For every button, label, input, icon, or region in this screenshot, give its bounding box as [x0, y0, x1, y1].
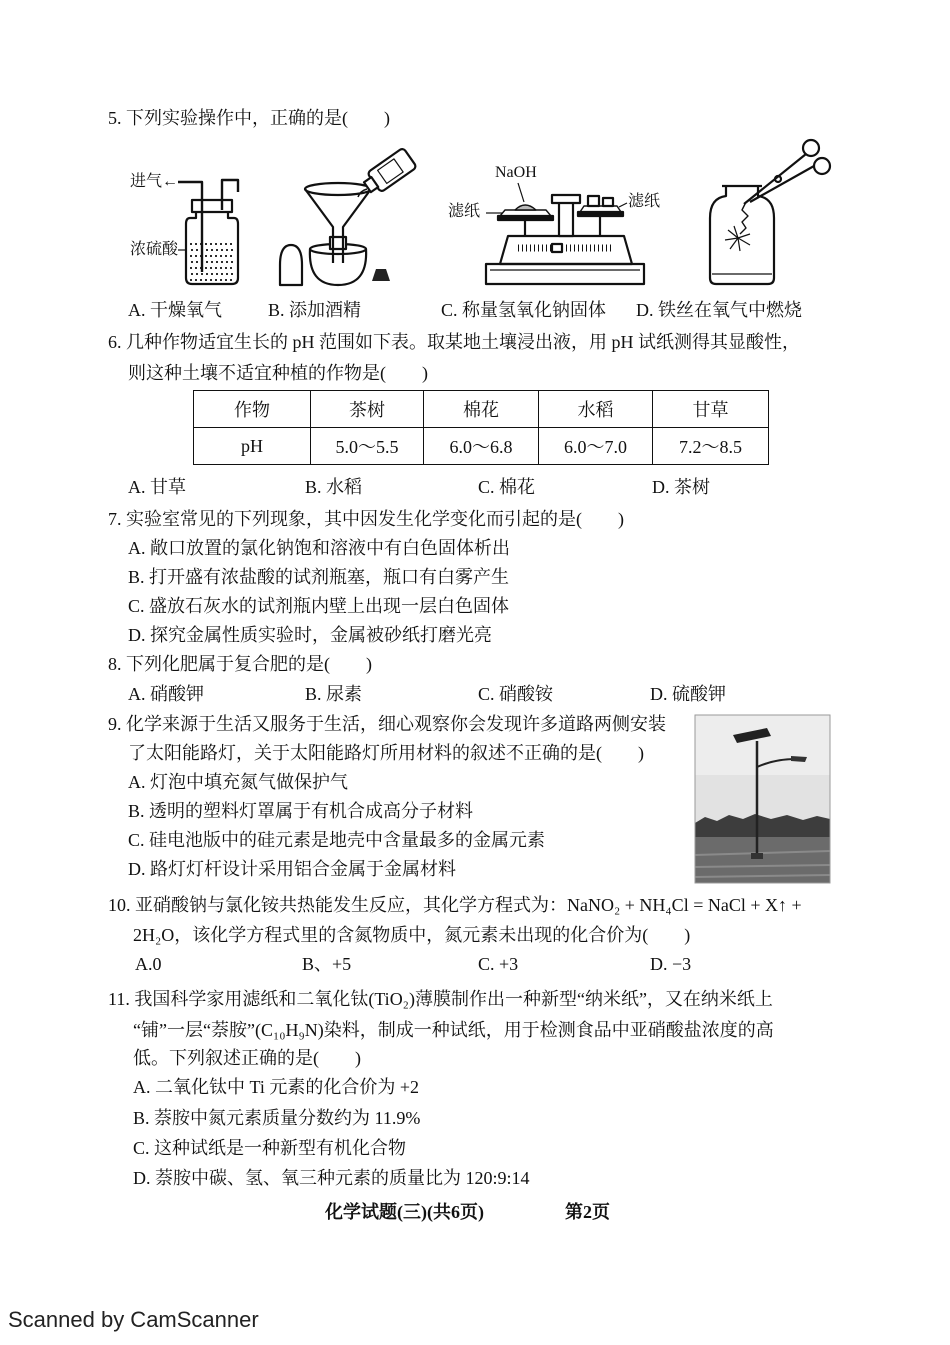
q11-option-d: D. 萘胺中碳、氢、氧三种元素的质量比为 120:9:14 [133, 1168, 530, 1188]
q5-option-d: D. 铁丝在氧气中燃烧 [636, 300, 802, 320]
q8-stem: 8. 下列化肥属于复合肥的是( ) [108, 654, 372, 674]
table-row [194, 428, 769, 465]
reagent-bottle [361, 148, 417, 197]
q11-option-c: C. 这种试纸是一种新型有机化合物 [133, 1138, 407, 1158]
crop-ph-table [193, 390, 769, 465]
pole-base [751, 853, 763, 859]
tongs-handle-ring [803, 140, 819, 156]
q9-stem-line-1: 9. 化学来源于生活又服务于生活，细心观察你会发现许多道路两侧安装 [108, 714, 666, 734]
rider [552, 244, 562, 252]
q5-option-c: C. 称量氢氧化钠固体 [441, 300, 607, 320]
tongs-pivot [775, 176, 781, 182]
q9-option-a: A. 灯泡中填充氮气做保护气 [128, 772, 348, 792]
figure-a-gas-washing-bottle [178, 168, 248, 288]
q11-option-a: A. 二氧化钛中 Ti 元素的化合价为 +2 [133, 1077, 420, 1097]
bottle-stopper [372, 269, 390, 281]
table-header-cell: 作物 [194, 391, 311, 428]
pillar-cap [552, 195, 580, 203]
conc-sulfuric-acid-label: 浓硫酸 [130, 241, 179, 258]
q10-option-d: D. −3 [650, 954, 692, 974]
q10-stem-line-1: 10. 亚硝酸钠与氯化铵共热能发生反应，其化学方程式为：NaNO₂ + NH₄Cl = NaCl + X↑ + [108, 895, 802, 915]
naoh-leader [518, 183, 524, 202]
lamp-head [791, 756, 807, 762]
solar-street-lamp-photo [695, 715, 830, 883]
q10-stem-line-2: 2H₂O，该化学方程式里的含氮物质中，氮元素未出现的化合价为( ) [133, 925, 691, 945]
filter-paper-left-label: 滤纸 [448, 203, 481, 220]
left-pan [498, 216, 553, 220]
q8-option-c: C. 硝酸铵 [478, 684, 554, 704]
gas-bottle [710, 186, 774, 284]
naoh-label: NaOH [495, 164, 537, 181]
rubber-stopper [192, 200, 232, 212]
q9-stem-line-2: 了太阳能路灯，关于太阳能路灯所用材料的叙述不正确的是( ) [128, 743, 644, 763]
right-pan [578, 212, 623, 216]
q11-option-b: B. 萘胺中氮元素质量分数约为 11.9% [133, 1108, 421, 1128]
q7-option-a: A. 敞口放置的氯化钠饱和溶液中有白色固体析出 [128, 538, 510, 558]
q9-option-d: D. 路灯灯杆设计采用铝合金属于金属材料 [128, 859, 456, 879]
figure-d-iron-wire-burning [698, 138, 833, 288]
q6-option-a: A. 甘草 [128, 477, 186, 497]
q7-option-d: D. 探究金属性质实验时，金属被砂纸打磨光亮 [128, 625, 492, 645]
tongs-handle-ring [814, 158, 830, 174]
acid-liquid [190, 244, 234, 280]
q8-option-a: A. 硝酸钾 [128, 684, 204, 704]
q5-option-a: A. 干燥氧气 [128, 300, 222, 320]
q10-option-a: A.0 [135, 954, 162, 974]
q7-option-b: B. 打开盛有浓盐酸的试剂瓶塞，瓶口有白雾产生 [128, 567, 510, 587]
q8-option-d: D. 硫酸钾 [650, 684, 726, 704]
table-cell: 6.0～7.0 [539, 428, 653, 465]
q11-stem-line-2: “铺”一层“萘胺”(C₁₀H₉N)染料，制成一种试纸，用于检测食品中亚硝酸盐浓度的高 [133, 1020, 774, 1040]
q6-option-d: D. 茶树 [652, 477, 710, 497]
inlet-tube [178, 182, 202, 272]
funnel-rim [305, 183, 371, 195]
q11-stem-line-1: 11. 我国科学家用滤纸和二氧化钛(TiO₂)薄膜制作出一种新型“纳米纸”，又在纳米纸上 [108, 989, 773, 1009]
table-cell: 5.0～5.5 [311, 428, 424, 465]
lamp-cap [280, 245, 302, 285]
q10-option-b: B、+5 [302, 954, 352, 974]
table-cell: pH [194, 428, 311, 465]
figure-b-adding-alcohol [272, 145, 422, 290]
weight-2 [603, 198, 613, 206]
table-header-cell: 茶树 [311, 391, 424, 428]
q7-stem: 7. 实验室常见的下列现象，其中因发生化学变化而引起的是( ) [108, 509, 624, 529]
crucible-tongs [744, 154, 814, 204]
q7-option-c: C. 盛放石灰水的试剂瓶内壁上出现一层白色固体 [128, 596, 510, 616]
weight-1 [588, 196, 599, 206]
sparks [725, 226, 750, 251]
page-number: 第2页 [565, 1202, 610, 1222]
table-header-row [194, 391, 769, 428]
q6-option-b: B. 水稻 [305, 477, 363, 497]
q6-stem-line-1: 6. 几种作物适宜生长的 pH 范围如下表。取某地土壤浸出液，用 pH 试纸测得其显酸性， [108, 332, 800, 352]
table-header-cell: 甘草 [653, 391, 769, 428]
center-pillar [559, 202, 573, 236]
q8-option-b: B. 尿素 [305, 684, 363, 704]
q6-option-c: C. 棉花 [478, 477, 536, 497]
filter-paper-right-label: 滤纸 [628, 193, 661, 210]
scanner-watermark: Scanned by CamScanner [8, 1307, 259, 1332]
gas-inlet-label: 进气← [130, 173, 179, 190]
q6-stem-line-2: 则这种土壤不适宜种植的作物是( ) [128, 363, 428, 383]
right-paper-leader [619, 203, 627, 207]
iron-wire [740, 202, 748, 234]
q5-stem: 5. 下列实验操作中，正确的是( ) [108, 108, 390, 128]
q5-option-b: B. 添加酒精 [268, 300, 362, 320]
page-footer-title: 化学试题(三)(共6页) [325, 1202, 484, 1222]
table-header-cell: 水稻 [539, 391, 653, 428]
q9-option-b: B. 透明的塑料灯罩属于有机合成高分子材料 [128, 801, 474, 821]
q10-option-c: C. +3 [478, 954, 519, 974]
q9-option-c: C. 硅电池版中的硅元素是地壳中含量最多的金属元素 [128, 830, 546, 850]
table-header-cell: 棉花 [424, 391, 539, 428]
table-cell: 7.2～8.5 [653, 428, 769, 465]
table-cell: 6.0～6.8 [424, 428, 539, 465]
q11-stem-line-3: 低。下列叙述正确的是( ) [133, 1048, 361, 1068]
balance-base [486, 264, 644, 284]
naoh-solid [515, 205, 536, 210]
figure-c-weighing-naoh [478, 180, 653, 288]
